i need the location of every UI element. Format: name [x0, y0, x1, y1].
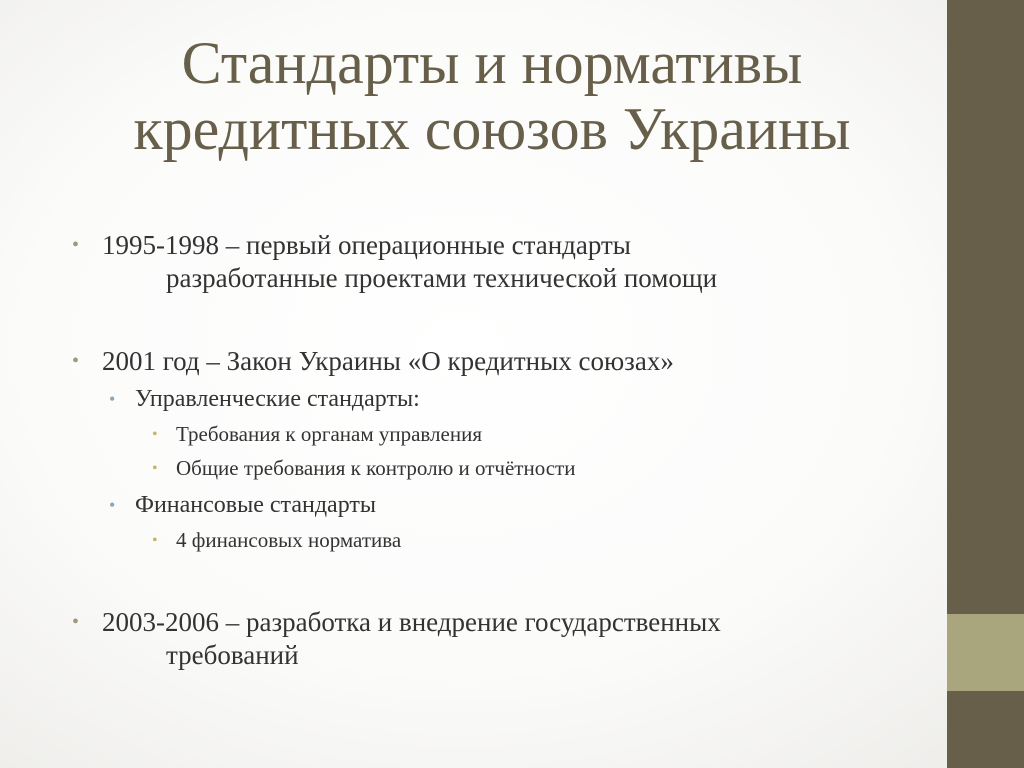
sub-sub-item-text: Требования к органам управления — [176, 422, 482, 446]
bullet-list — [72, 229, 932, 672]
sub-item-text: Управленческие стандарты: — [135, 386, 420, 412]
bullet-icon: • — [72, 350, 80, 372]
bullet-icon: • — [152, 460, 158, 477]
bullet-icon: • — [152, 532, 158, 549]
bullet-icon: • — [152, 426, 158, 443]
item-text-line1: 2001 год – Закон Украины «О кредитных союзах» — [102, 346, 674, 376]
sub-item-text: Финансовые стандарты — [135, 492, 376, 518]
item-text-line2: требований — [166, 640, 299, 670]
title-line-2: кредитных союзов Украины — [133, 96, 851, 162]
item-text-line1: 2003-2006 – разработка и внедрение государственных — [102, 607, 721, 637]
list-item — [72, 229, 932, 295]
item-text-line1: 1995-1998 – первый операционные стандарты — [102, 230, 631, 260]
sub-sub-list-item — [72, 527, 932, 554]
bullet-icon: • — [109, 495, 116, 515]
bullet-icon: • — [109, 389, 116, 409]
list-item — [72, 345, 932, 378]
item-text-line2: разработанные проектами технической помощи — [166, 263, 718, 293]
list-item — [72, 606, 932, 672]
sub-sub-item-text: Общие требования к контролю и отчётности — [176, 456, 576, 480]
sub-list-item — [72, 490, 932, 520]
bullet-icon: • — [72, 611, 80, 633]
sub-sub-list-item — [72, 455, 932, 482]
sub-sub-item-text: 4 финансовых норматива — [176, 528, 402, 552]
sub-list-item — [72, 384, 932, 414]
sub-sub-list-item — [72, 421, 932, 448]
title-line-1: Стандарты и нормативы — [181, 30, 803, 96]
side-accent-block — [947, 614, 1024, 691]
bullet-icon: • — [72, 234, 80, 256]
slide-title — [52, 30, 932, 162]
